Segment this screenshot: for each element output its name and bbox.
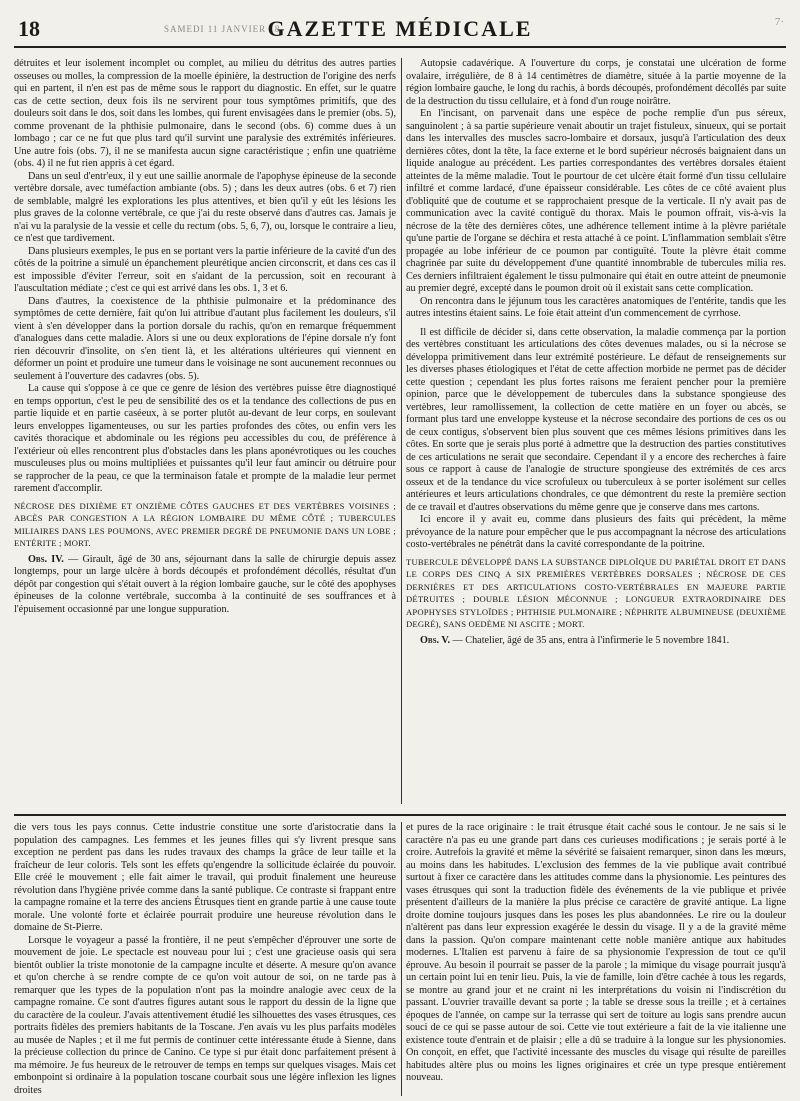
body-paragraph: Dans plusieurs exemples, le pus en se portant vers la partie inférieure de la cavité d'un des côtés de la poitrine a simulé un épanchement pleurétique ancien circonscrit, et dans ces cas il est impossible d'éviter l'erreur, soit en s'aidant de la percussion, soit en recourant à l'auscultation médiate ; c'est ce qui est arrivé dans les obs. 1, 3 et 6. bbox=[14, 245, 396, 294]
right-column bbox=[406, 58, 786, 804]
body-paragraph: On rencontra dans le jéjunum tous les caractères anatomiques de l'entérite, tandis que les autres intestins étaient sains. Le foie était atteint d'un commencement de cyrrhose. bbox=[406, 295, 786, 319]
body-paragraph: Il est difficile de décider si, dans cette observation, la maladie commença par la portion des vertèbres constituant les articulations des côtes devenues malades, ou si la nécrose se développa primitivement dans leur extrémité postérieure. Le défaut de renseignements sur les diverses phases étiologiques et l'état de cette affection morbide ne permet pas de décider cette question ; cependant les plus fortes raisons me feraient pencher pour la première opinion, parce que le développement de tubercules dans la substance spongieuse des vertèbres, leur ramollissement, la collection de cette matière en un foyer ou abcès, se formant plus tard une enveloppe kysteuse et la nécrose secondaire des portions de ces os ou de ceux contigus, s'observent bien plus souvent que ces mêmes lésions primitives dans les côtes. En sorte que je serais plus porté à admettre que la destruction des parties constitutives de ces articulations ne serait que secondaire. Cependant il y a encore des recherches à faire sous ce rapport à cause de l'analogie de structure spongieuse des extrémités de ces arcs osseux et de la tendance du vice scrofuleux ou tuberculeux à se porter isolément sur celles antérieures et leurs articulations chondrales, ce que démontrent du reste la première section de ce travail et d'autres observations du même genre que je conserve dans mes cartons. bbox=[406, 326, 786, 513]
upper-section bbox=[14, 58, 786, 804]
feuilleton-section bbox=[14, 822, 786, 1096]
newspaper-page bbox=[14, 16, 786, 1096]
section-divider bbox=[14, 814, 786, 816]
case-heading: NÉCROSE DES DIXIÈME ET ONZIÈME CÔTES GAUCHES ET DES VERTÈBRES VOISINES ; ABCÈS PAR CONGESTION A LA RÉGION LOMBAIRE DU MÊME CÔTÉ ; TUBERCULES MILIAIRES DANS LES POUMONS, AVEC PREMIER DEGRÉ DE PNEUMONIE DANS UN LOBE ; ENTÉRITE ; MORT. bbox=[14, 500, 396, 548]
page-number: 18 bbox=[18, 16, 40, 41]
masthead bbox=[14, 16, 786, 48]
observation-text: — Girault, âgé de 30 ans, séjournant dans la salle de chirurgie depuis assez longtemps, pour un large ulcère à bords découpés et profondément décollés, résultat d'un dépôt par congestion qui s'était ouvert à la région lombaire gauche, sur le côté des apophyses épineuses de la colonne vertébrale, succomba à la continuité de ses souffrances et à l'épuisement occasionné par une longue suppuration. bbox=[14, 553, 396, 615]
body-paragraph: Lorsque le voyageur a passé la frontière, il ne peut s'empêcher d'éprouver une sorte de mouvement de joie. Le spectacle est nouveau pour lui ; c'est une gracieuse oasis qui sera bientôt oublier la triste monotonie de la campagne inculte et déserte. A mesure qu'on avance et qu'on cherche à se rendre compte de ce qu'on voit autour de soi, on ne tarde pas à remarquer que les types de la population n'ont pas la moindre analogie avec ceux de la campagne romaine. Ce sont d'autres figures autant sous le rapport du dessin de la ligne que du caractère de la couleur. J'avais attentivement étudié les silhouettes des vases étrusques, ces portraits fidèles des premiers habitants de la Toscane. J'en avais vu les plus parfaits modèles au musée de Naples ; et il me fut permis de continuer cette intéressante étude à Sienne, dans la précieuse collection du prince de Canino. Ce type si pur était donc parfaitement présent à ma mémoire. Je fus heureux de le retrouver de temps en temps sur quelques visages. Mais cet embonpoint si ordinaire à la population toscane courbait sous une légère inflexion les lignes droites bbox=[14, 934, 396, 1096]
body-paragraph: détruites et leur isolement incomplet ou complet, au milieu du détritus des autres parties osseuses ou molles, la compression de la moelle épinière, la destruction de l'origine des nerfs qui en partent, il n'en est pas de même sous le rapport du diagnostic. En effet, sur le quatre cas de cette section, deux fois ils ne servirent pour tous symptômes primitifs, que des douleurs soit dans le dos, soit dans les lombes, qui furent envisagées dans le premier (obs. 5), comme provenant de la phthisie pulmonaire, dans le second (obs. 6) comme dues à un lombago ; car ce ne fut que plus tard qu'il survint une paralysie des extrémités inférieures. Une autre fois (obs. 7), il ne se manifesta aucun signe caractéristique ; enfin une quatrième (obs. 4) il ne fut rien appris à cet égard. bbox=[14, 58, 396, 169]
column-rule bbox=[401, 58, 402, 804]
journal-title: GAZETTE MÉDICALE bbox=[267, 16, 533, 41]
date-strip: SAMEDI 11 JANVIER 18 bbox=[164, 24, 281, 34]
observation-paragraph bbox=[14, 554, 396, 617]
body-paragraph: die vers tous les pays connus. Cette industrie constitue une sorte d'aristocratie dans la population des campagnes. Les femmes et les jeunes filles qui s'y livrent presque sans exception ne perdent pas dans les rudes travaux des champs la grâce de leur taille et la fraîcheur de leur coloris. Tels sont les effets qu'engendre la sollicitude éclairée du pouvoir. Elle créé le mouvement ; elle fait aimer le travail, qui produit finalement une heureuse révolution dans l'hygiène privée comme dans la santé publique. Ce contraste si frappant entre la campagne romaine et la terre des anciens Étrusques tient en grande partie à une cause toute morale. Une volonté forte et éclairée pourrait produire une heureuse révolution dans le domaine de St-Pierre. bbox=[14, 822, 396, 933]
corner-mark: 7· bbox=[774, 16, 784, 28]
body-paragraph: En l'incisant, on parvenait dans une espèce de poche remplie d'un pus séreux, sanguinolent ; à sa partie supérieure venait aboutir un trajet fistuleux, sinueux, qui se portait dans les intervalles des muscles sacro-lombaire et dorsaux, jusqu'à l'articulation des deux dernières côtes, dont la tête, la face externe et le bord supérieur nécrosés baignaient dans un liquide analogue au précédent. Les parties correspondantes des vertèbres dorsales étaient atteintes de la même maladie. Tout le pourtour de cet ulcère était formé d'un tissu cellulaire infiltré et comme lardacé, d'une épaisseur considérable. Les côtes de ce côté avaient plus d'obliquité que de coutume et se rapprochaient presque de la verticale. Il n'y avait pas de communication avec la cavité contiguë du thorax. Mais le poumon offrait, vis-à-vis la nécrose de la tête des dernières côtes, une adhérence tellement intime à la plèvre pariétale qu'une partie de l'organe se déchira et resta attaché à ce point. L'inflammation semblait s'être propagée au lobe inférieur de ce poumon par contiguïté. Toute la plèvre était comme chagrinée par suite du développement d'une quantité innombrable de tubercules milia res. Ces derniers infiltraient également le tissu pulmonaire qui était en outre atteint de pneumonie au premier degré, excepté dans le poumon droit où il existait sans cette complication. bbox=[406, 108, 786, 294]
feuilleton-left-column bbox=[14, 822, 396, 1096]
observation-label: Obs. IV. bbox=[28, 553, 64, 565]
body-paragraph: Dans d'autres, la coexistence de la phthisie pulmonaire et la prédominance des symptômes de cette dernière, fait qu'on lui attribue d'autant plus facilement les douleurs, s'il vient à s'en développer dans la portion dorsale du rachis, qu'on en remarque fréquemment d'analogues dans cette maladie. Alors si une ou deux explorations de l'épine dorsale n'y font rien découvrir d'insolite, on s'en tient là, et les altérations ultérieures qui viennent en déformer un point et produire une tumeur dans le voisinage ne sont aucunement reconnues ou seulement à l'ouverture des cadavres (obs. 5). bbox=[14, 295, 396, 382]
body-paragraph: La cause qui s'oppose à ce que ce genre de lésion des vertèbres puisse être diagnostiqué en temps opportun, c'est le peu de sensibilité des os et la tendance des collections de pus en partie liquide et en partie caséeux, à se porter plutôt au-devant de leur corps, en soulevant leurs enveloppes ligamenteuses, ou sur les parties profondes des côtes, ou enfin vers les cavités thoracique et abdominale ou les régions peu accessibles du cou, de préférence à l'extérieur où elles rencontrent plus d'obstacles dans les plans aponévrotiques ou les couches musculeuses plus ou moins multipliées et puissantes qu'il leur faut amincir ou détruire pour se rapprocher de la peau, ce que la terminaison fatale et prompte de la maladie leur permet rarement d'accomplir. bbox=[14, 383, 396, 494]
body-paragraph: et pures de la race originaire : le trait étrusque était caché sous le contour. Je ne sais si le caractère n'a pas eu une grande part dans ces curieuses modifications ; je serais porté à le croire. Autrefois la gravité et même la sévérité se faisaient remarquer, sinon dans les mœurs, au moins dans les habitudes. L'exclusion des femmes de la vie publique avait contribué surtout à fixer ce caractère dans les attitudes comme dans la physionomie. Les peintures des vases étrusques qui sont la traduction fidèle des événements de la vie publique et privée présentent d'ailleurs de la manière la plus précise ce caractère de gravité antique. La ligne droite domine toujours jusques dans les poses les plus abandonnées. Le rire ou la douleur n'altèrent pas dans leur expression exagérée le dessin du visage. Il y a de la gravité même dans la passion. Qu'on compare maintenant cette noble manière antique aux habitudes modernes. L'Italien est parvenu à faire de sa physionomie l'expression de tout ce qu'il éprouve. Au besoin il pourrait se passer de la parole ; la mimique du visage pourrait jusqu'à un certain point lui en tenir lieu. Puis, la vie de famille, loin d'être cachée à tous les regards, se montre au grand jour et ne craint ni les interprétations du voisin ni l'indiscrétion du passant. L'ouvrier travaille devant sa porte ; la table se dresse sous la treille ; et à certaines époques de l'année, on campe sur la terrasse qui sert de toiture au logis sans prendre aucun souci de ce qui se passe autour de soi. Cette vie tout extérieure a fait de la vie italienne une existence toute d'entrain et de plaisir ; elle a dû se traduire à la longue sur les physionomies. On conçoit, en effet, que l'activité incessante des muscles du visage qui résulte de pareilles habitudes altère plus ou moins les lignes originaires et crée un type presque entièrement nouveau. bbox=[406, 822, 786, 1083]
feuilleton-column-rule bbox=[401, 822, 402, 1096]
left-column bbox=[14, 58, 396, 804]
observation-text: — Chatelier, âgé de 35 ans, entra à l'infirmerie le 5 novembre 1841. bbox=[450, 634, 730, 646]
body-paragraph: Dans un seul d'entr'eux, il y eut une saillie anormale de l'apophyse épineuse de la seconde vertèbre dorsale, avec tuméfaction ambiante (obs. 5) ; dans les deux autres (obs. 6 et 7) rien de semblable, malgré les explorations les plus attentives, et bien qu'il y eût les lésions les plus graves de la colonne vertébrale, ce que j'ai du reste observé dans d'autres cas. Jamais je n'ai vu la paralysie de la vessie et celle du rectum (obs. 5, 6, 7), ou, lorsque le contraire a lieu, ce n'est que tardivement. bbox=[14, 170, 396, 244]
case-heading: TUBERCULE DÉVELOPPÉ DANS LA SUBSTANCE DIPLOÏQUE DU PARIÉTAL DROIT ET DANS LE CORPS DES CINQ A SIX PREMIÈRES VERTÈBRES DORSALES ; NÉCROSE DE CES DERNIÈRES ET DES ARTICULATIONS COSTO-VERTÉBRALES EN MAJEURE PARTIE DÉTRUITES ; DOUBLE LÉSION MÉCONNUE ; LONGUEUR EXTRAORDINAIRE DES APOPHYSES STYLOÏDES ; PHTHISIE PULMONAIRE ; NÉPHRITE ALBUMINEUSE (DEUXIÈME DEGRÉ), SANS OEDÈME NI ASCITE ; MORT. bbox=[406, 556, 786, 629]
body-paragraph: Ici encore il y avait eu, comme dans plusieurs des faits qui précèdent, la même prévoyance de la nature pour empêcher que le pus accompagnant la nécrose des articulations costo-vertébrales ne pénétrât dans la cavité correspondante de la poitrine. bbox=[406, 514, 786, 550]
feuilleton-right-column bbox=[406, 822, 786, 1096]
observation-label: Obs. V. bbox=[420, 634, 450, 646]
observation-paragraph bbox=[406, 635, 786, 648]
body-paragraph: Autopsie cadavérique. A l'ouverture du corps, je constatai une ulcération de forme ovalaire, irrégulière, de 8 à 14 centimètres de diamètre, située à la partie moyenne de la région lombaire gauche, le long du rachis, à bords découpés, profondément décollés par suite de la destruction du tissu cellulaire, et à fond d'un rouge noirâtre. bbox=[406, 58, 786, 107]
